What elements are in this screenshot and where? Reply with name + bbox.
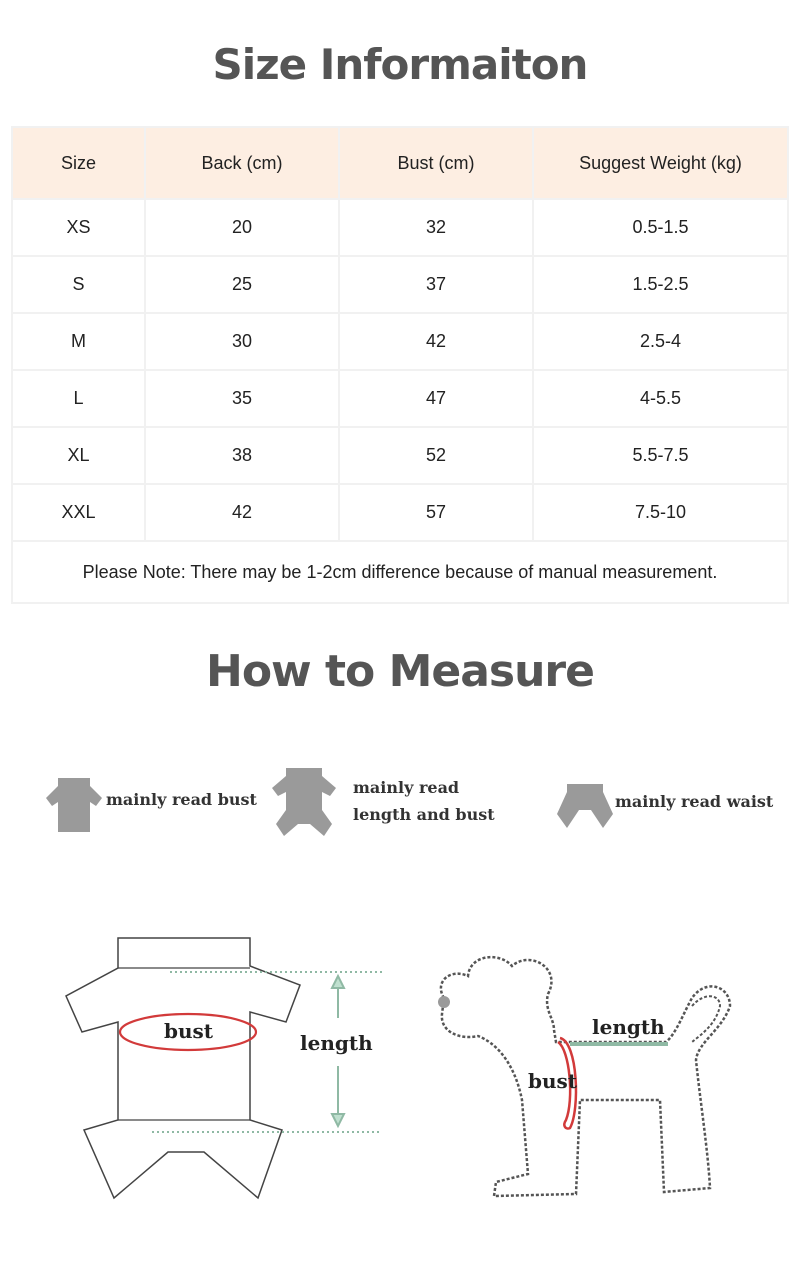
dog-nose-icon (438, 996, 450, 1008)
cell-bust: 47 (339, 370, 533, 427)
cell-bust: 37 (339, 256, 533, 313)
cell-back: 25 (145, 256, 339, 313)
cell-size: XL (12, 427, 145, 484)
header-bust: Bust (cm) (339, 127, 533, 199)
shirt-icon (44, 776, 104, 834)
header-weight: Suggest Weight (kg) (533, 127, 788, 199)
size-table (11, 126, 789, 604)
legend-label-length-bust-1: mainly read (353, 778, 460, 797)
cell-size: XXL (12, 484, 145, 541)
cell-weight: 1.5-2.5 (533, 256, 788, 313)
pants-icon (555, 782, 615, 830)
note-row (12, 541, 788, 603)
cell-back: 20 (145, 199, 339, 256)
legend-label-bust: mainly read bust (106, 790, 257, 809)
cell-size: L (12, 370, 145, 427)
dog-length-label: length (592, 1015, 665, 1039)
garment-type-legend (0, 760, 800, 850)
table-row (12, 484, 788, 541)
cell-bust: 57 (339, 484, 533, 541)
table-row (12, 427, 788, 484)
cell-size: S (12, 256, 145, 313)
table-row (12, 199, 788, 256)
cell-back: 35 (145, 370, 339, 427)
header-back: Back (cm) (145, 127, 339, 199)
cell-weight: 7.5-10 (533, 484, 788, 541)
cell-size: M (12, 313, 145, 370)
cell-weight: 5.5-7.5 (533, 427, 788, 484)
garment-length-label: length (300, 1031, 373, 1055)
garment-outline (66, 938, 300, 1198)
table-header-row (12, 127, 788, 199)
cell-bust: 32 (339, 199, 533, 256)
table-row (12, 313, 788, 370)
cell-weight: 0.5-1.5 (533, 199, 788, 256)
how-to-measure-title: How to Measure (206, 646, 594, 697)
cell-back: 42 (145, 484, 339, 541)
cell-bust: 52 (339, 427, 533, 484)
cell-size: XS (12, 199, 145, 256)
dog-measure-diagram (430, 950, 750, 1210)
dog-outline (441, 957, 730, 1196)
dog-bust-label: bust (528, 1069, 578, 1093)
cell-weight: 4-5.5 (533, 370, 788, 427)
garment-bust-label: bust (164, 1019, 214, 1043)
cell-bust: 42 (339, 313, 533, 370)
jumpsuit-icon (270, 766, 338, 838)
table-row (12, 370, 788, 427)
cell-back: 30 (145, 313, 339, 370)
table-row (12, 256, 788, 313)
size-info-title: Size Informaiton (212, 40, 588, 89)
cell-weight: 2.5-4 (533, 313, 788, 370)
header-size: Size (12, 127, 145, 199)
cell-back: 38 (145, 427, 339, 484)
measurement-note: Please Note: There may be 1-2cm difference because of manual measurement. (12, 541, 788, 603)
garment-measure-diagram (60, 930, 390, 1210)
legend-label-length-bust-2: length and bust (353, 805, 495, 824)
legend-label-waist: mainly read waist (615, 792, 774, 811)
